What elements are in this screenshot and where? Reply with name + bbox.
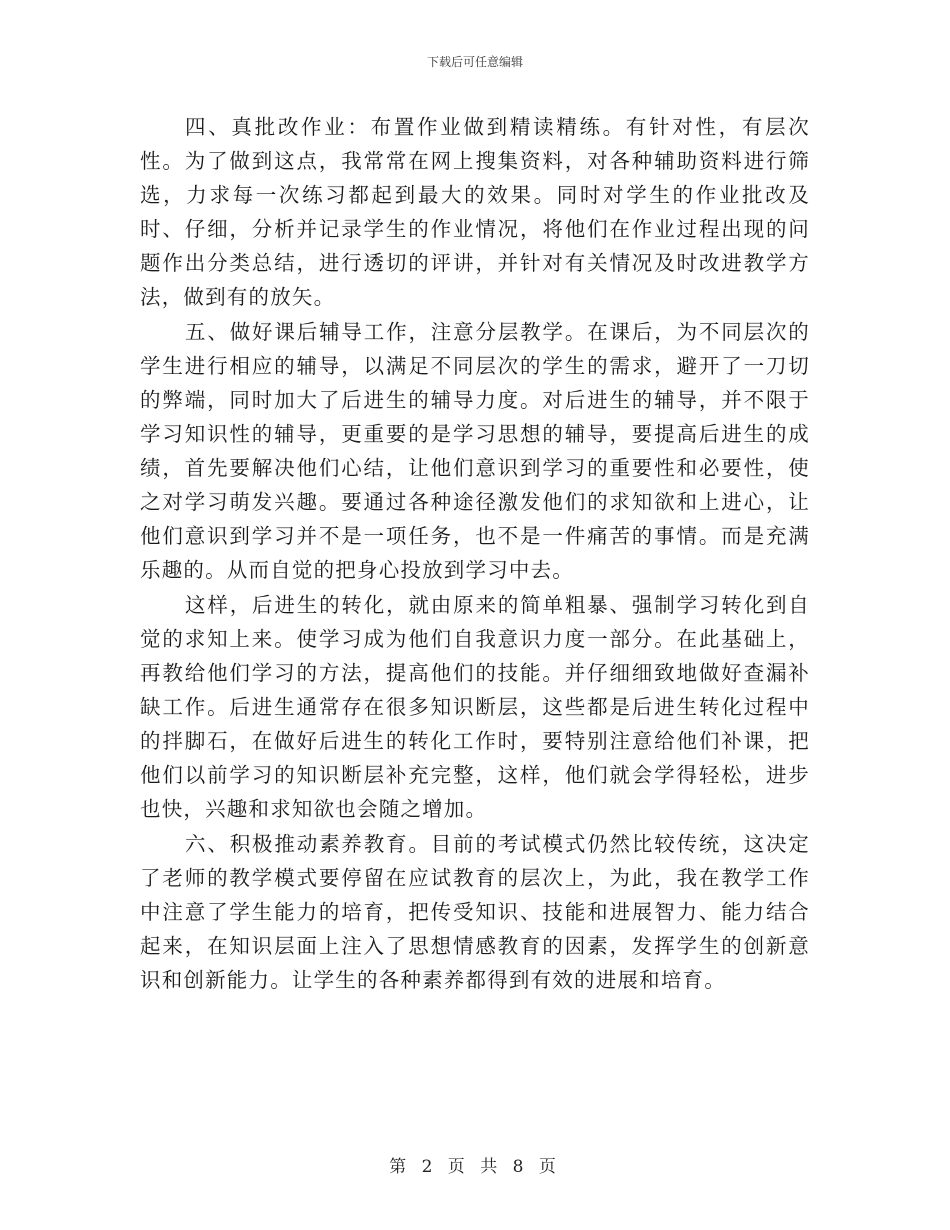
paragraph-homework-correction: 四、真批改作业：布置作业做到精读精练。有针对性，有层次性。为了做到这点，我常常在网上搜集资料，对各种辅助资料进行筛选，力求每一次练习都起到最大的效果。同时对学生的作业批改及时、仔细，分析并记录学生的作业情况，将他们在作业过程出现的问题作出分类总结，进行透切的评讲，并针对有关情况及时改进教学方法，做到有的放矢。 <box>140 115 810 309</box>
paragraph-quality-education: 六、积极推动素养教育。目前的考试模式仍然比较传统，这决定了老师的教学模式要停留在应试教育的层次上，为此，我在教学工作中注意了学生能力的培育，把传受知识、技能和进展智力、能力结合起来，在知识层面上注入了思想情感教育的因素，发挥学生的创新意识和创新能力。让学生的各种素养都得到有效的进展和培育。 <box>140 832 810 992</box>
document-body <box>140 110 810 997</box>
paragraph-after-class-tutoring: 五、做好课后辅导工作，注意分层教学。在课后，为不同层次的学生进行相应的辅导，以满足不同层次的学生的需求，避开了一刀切的弊端，同时加大了后进生的辅导力度。对后进生的辅导，并不限于学习知识性的辅导，更重要的是学习思想的辅导，要提高后进生的成绩，首先要解决他们心结，让他们意识到学习的重要性和必要性，使之对学习萌发兴趣。要通过各种途径激发他们的求知欲和上进心，让他们意识到学习并不是一项任务，也不是一件痛苦的事情。而是充满乐趣的。从而自觉的把身心投放到学习中去。 <box>140 320 810 582</box>
page-number-footer: 第 2 页 共 8 页 <box>389 1157 561 1177</box>
page-header: 下载后可任意编辑 <box>426 55 523 69</box>
paragraph-underachiever-transformation: 这样，后进生的转化，就由原来的简单粗暴、强制学习转化到自觉的求知上来。使学习成为他们自我意识力度一部分。在此基础上，再教给他们学习的方法，提高他们的技能。并仔细细致地做好查漏补缺工作。后进生通常存在很多知识断层，这些都是后进生转化过程中的拌脚石，在做好后进生的转化工作时，要特别注意给他们补课，把他们以前学习的知识断层补充完整，这样，他们就会学得轻松，进步也快，兴趣和求知欲也会随之增加。 <box>140 593 810 821</box>
